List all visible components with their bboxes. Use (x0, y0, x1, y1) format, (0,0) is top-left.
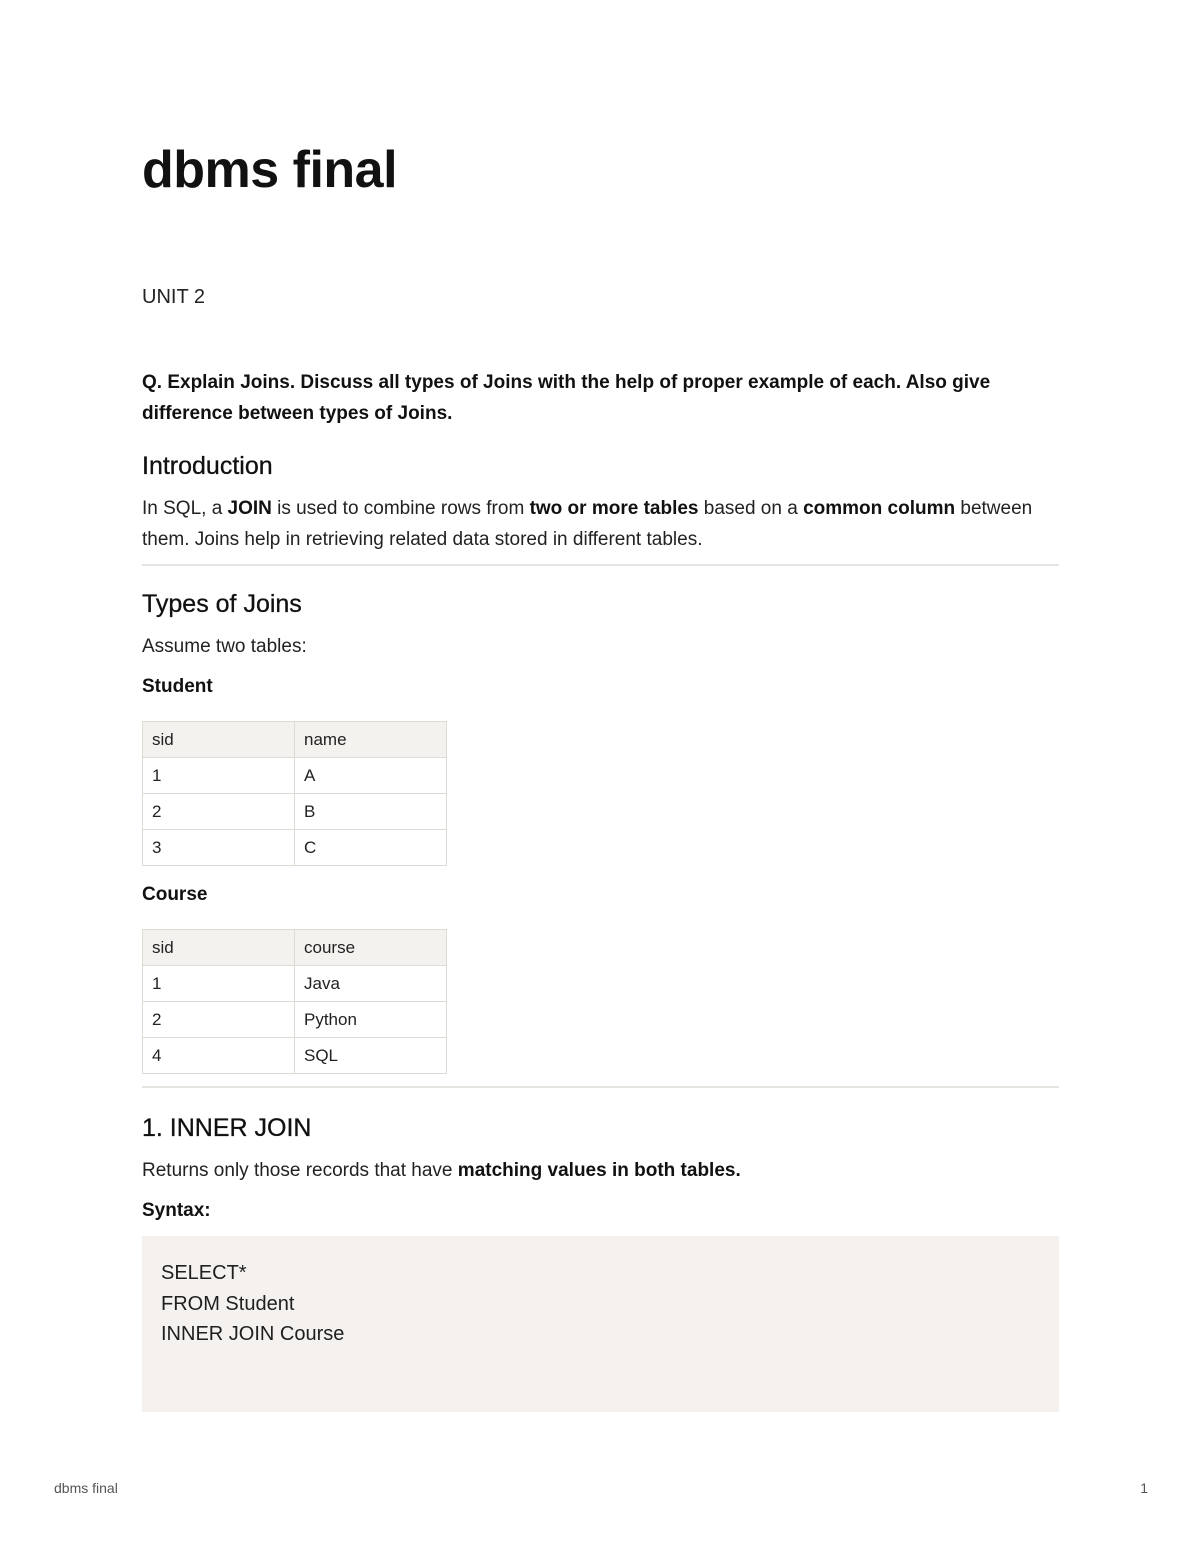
introduction-paragraph: In SQL, a JOIN is used to combine rows from two or more tables based on a common column between them. Joins help in retrieving related data stored in different tables. (142, 498, 1033, 550)
table-header-cell: course (295, 930, 447, 966)
table-row (143, 830, 447, 866)
question-text: Q. Explain Joins. Discuss all types of Joins with the help of proper example of each. Also give difference between types of Joins. (142, 372, 991, 424)
introduction-heading: Introduction (142, 452, 273, 480)
page-title: dbms final (142, 141, 398, 199)
inner-join-description: Returns only those records that have matching values in both tables. (142, 1160, 741, 1181)
table-row (143, 1038, 447, 1074)
types-of-joins-heading: Types of Joins (142, 590, 302, 618)
table-cell: 4 (143, 1038, 295, 1074)
code-block (142, 1236, 1059, 1412)
footer-document-name: dbms final (54, 1480, 118, 1496)
table-cell: C (295, 830, 447, 866)
table-cell: 2 (143, 794, 295, 830)
table-header-row (143, 930, 447, 966)
table-cell: 1 (143, 966, 295, 1002)
syntax-label: Syntax: (142, 1200, 211, 1221)
code-line: FROM Student (161, 1292, 295, 1315)
table-row (143, 1002, 447, 1038)
table-header-row (143, 722, 447, 758)
table-row (143, 758, 447, 794)
table-cell: Python (295, 1002, 447, 1038)
table-row (143, 794, 447, 830)
table-cell: B (295, 794, 447, 830)
table-cell: 1 (143, 758, 295, 794)
student-table-label: Student (142, 676, 213, 697)
table-row (143, 966, 447, 1002)
course-table (142, 929, 447, 1074)
table-cell: SQL (295, 1038, 447, 1074)
table-header-cell: sid (143, 930, 295, 966)
unit-label: UNIT 2 (142, 286, 205, 308)
code-line: SELECT* (161, 1262, 247, 1284)
table-cell: Java (295, 966, 447, 1002)
student-table (142, 721, 447, 866)
footer-page-number: 1 (1140, 1480, 1148, 1496)
divider (142, 1086, 1059, 1088)
inner-join-heading: 1. INNER JOIN (142, 1114, 312, 1142)
divider (142, 564, 1059, 566)
table-cell: A (295, 758, 447, 794)
types-intro-text: Assume two tables: (142, 636, 307, 657)
course-table-label: Course (142, 884, 208, 905)
code-line: INNER JOIN Course (161, 1323, 345, 1345)
table-cell: 2 (143, 1002, 295, 1038)
table-cell: 3 (143, 830, 295, 866)
table-header-cell: sid (143, 722, 295, 758)
table-header-cell: name (295, 722, 447, 758)
